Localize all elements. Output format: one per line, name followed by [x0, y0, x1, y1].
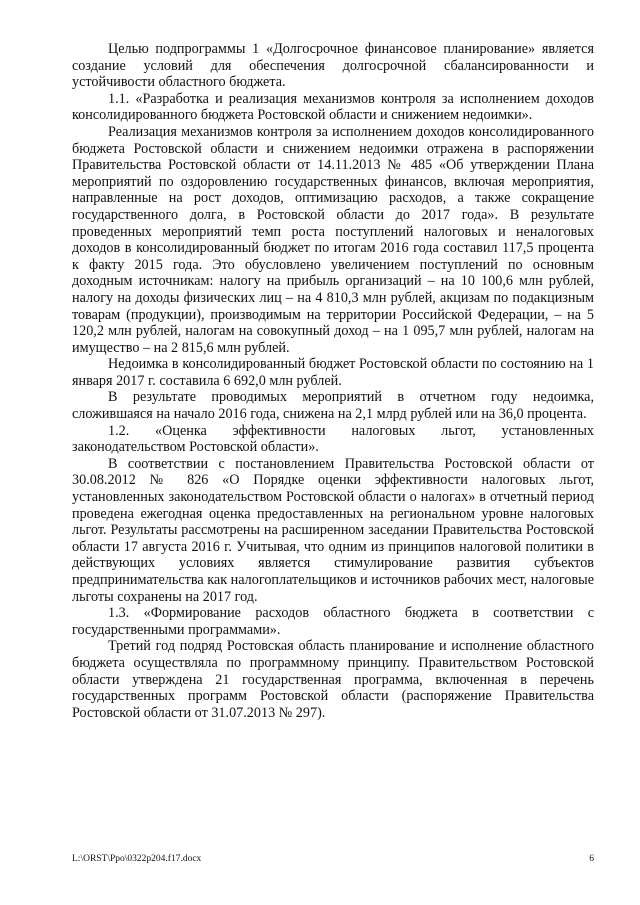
document-body [72, 41, 594, 721]
paragraph-goal: Целью подпрограммы 1 «Долгосрочное финансовое планирование» является создание условий для обеспечения долгосрочной сбалансированности и устойчивости областного бюджета. [72, 41, 594, 91]
paragraph-state-programs: Третий год подряд Ростовская область планирование и исполнение областного бюджета осуществляла по программному принципу. Правительством Ростовской области утверждена 21 государственная программа, включенная в перечень государственных программ Ростовской области (распоряжение Правительства Ростовской области от 31.07.2013 № 297). [72, 638, 594, 721]
paragraph-arrears-total: Недоимка в консолидированный бюджет Ростовской области по состоянию на 1 января 2017 г. составила 6 692,0 млн рублей. [72, 356, 594, 389]
page-footer [72, 853, 594, 865]
paragraph-heading-1-1: 1.1. «Разработка и реализация механизмов контроля за исполнением доходов консолидированного бюджета Ростовской области и снижением недоимки». [72, 90, 594, 124]
paragraph-revenue-control: Реализация механизмов контроля за исполнением доходов консолидированного бюджета Ростовской области и снижением недоимки отражена в распоряжении Правительства Ростовской области от 14.11.2013 № 485 «Об утверждении Плана мероприятий по оздоровлению государственных финансов, включая мероприятия, направленные на рост доходов, оптимизацию расходов, а также сокращение государственного долга, в Ростовской области до 2017 года». В результате проведенных мероприятий темп роста поступлений налоговых и неналоговых доходов в консолидированный бюджет по итогам 2016 года составил 117,5 процента к факту 2015 года. Это обусловлено увеличением поступлений по основным доходным источникам: налогу на прибыль организаций – на 10 100,6 млн рублей, налогу на доходы физических лиц – на 4 810,3 млн рублей, акцизам по подакцизным товарам (продукции), производимым на территории Российской Федерации, – на 5 120,2 млн рублей, налогам на совокупный доход – на 1 095,7 млн рублей, налогам на имущество – на 2 815,6 млн рублей. [72, 123, 594, 356]
footer-page-number: 6 [589, 854, 594, 864]
paragraph-arrears-reduction: В результате проводимых мероприятий в отчетном году недоимка, сложившаяся на начало 2016 года, снижена на 2,1 млрд рублей или на 36,0 процента. [72, 389, 594, 423]
paragraph-heading-1-2: 1.2. «Оценка эффективности налоговых льгот, установленных законодательством Ростовской области». [72, 422, 594, 456]
paragraph-heading-1-3: 1.3. «Формирование расходов областного бюджета в соответствии с государственными программами». [72, 605, 594, 638]
footer-file-path: L:\ORST\Ppo\0322p204.f17.docx [72, 854, 202, 864]
paragraph-tax-benefits: В соответствии с постановлением Правительства Ростовской области от 30.08.2012 № 826 «О Порядке оценки эффективности налоговых льгот, установленных законодательством Ростовской области о налогах» в отчетный период проведена ежегодная оценка предоставленных на региональном уровне налоговых льгот. Результаты рассмотрены на расширенном заседании Правительства Ростовской области 17 августа 2016 г. Учитывая, что одним из принципов налоговой политики в действующих условиях является стимулирование развития субъектов предпринимательства как налогоплательщиков и источников рабочих мест, налоговые льготы сохранены на 2017 год. [72, 455, 594, 605]
